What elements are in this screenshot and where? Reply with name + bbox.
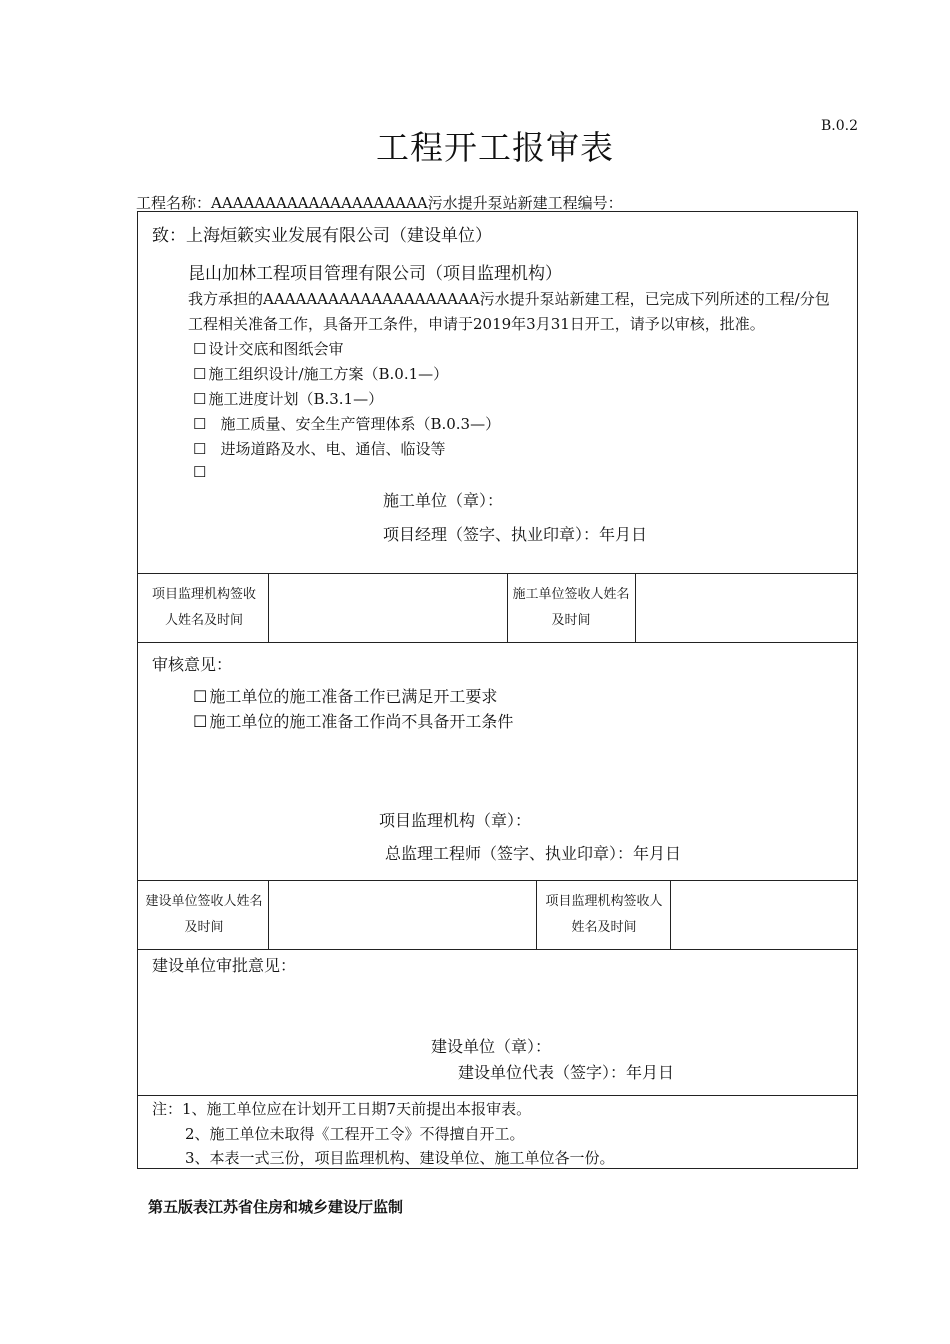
row-divider bbox=[138, 880, 857, 881]
chief-engineer-sign-label: 总监理工程师（签字、执业印章）：年月日 bbox=[385, 844, 682, 863]
contractor-receipt-field[interactable] bbox=[639, 576, 855, 639]
checkbox-item[interactable] bbox=[193, 388, 383, 409]
checkbox-label: 施工进度计划（B.3.1—） bbox=[208, 390, 384, 408]
checkbox-icon[interactable]: ☐ bbox=[193, 390, 207, 408]
checkbox-icon[interactable]: ☐ bbox=[193, 687, 208, 706]
footer-note: 第五版表江苏省住房和城乡建设厅监制 bbox=[148, 1198, 404, 1216]
owner-representative-sign-label: 建设单位代表（签字）：年月日 bbox=[458, 1063, 675, 1082]
note-line-2: 2、施工单位未取得《工程开工令》不得擅自开工。 bbox=[185, 1125, 525, 1143]
checkbox-item[interactable] bbox=[193, 413, 500, 434]
row-divider bbox=[138, 642, 857, 643]
checkbox-icon[interactable]: ☐ bbox=[193, 712, 208, 731]
checkbox-label: 施工质量、安全生产管理体系（B.0.3—） bbox=[220, 415, 501, 433]
body-text-line-1: 我方承担的AAAAAAAAAAAAAAAAAAAA污水提升泵站新建工程，已完成下列所述的工程/分包 bbox=[188, 290, 830, 308]
project-manager-sign-label: 项目经理（签字、执业印章）：年月日 bbox=[383, 525, 648, 544]
checkbox-icon[interactable]: ☐ bbox=[193, 340, 207, 358]
contractor-stamp-label: 施工单位（章）： bbox=[383, 491, 504, 510]
checkbox-icon[interactable]: ☐ bbox=[193, 415, 207, 433]
row-divider bbox=[138, 573, 857, 574]
note-line-1: 注：1、施工单位应在计划开工日期7天前提出本报审表。 bbox=[152, 1100, 532, 1118]
checkbox-item[interactable] bbox=[193, 363, 448, 384]
form-code: B.0.2 bbox=[820, 118, 858, 134]
addressee-line: 致：上海烜簌实业发展有限公司（建设单位） bbox=[152, 226, 492, 246]
page-title: 工程开工报审表 bbox=[376, 128, 614, 167]
owner-receipt-field[interactable] bbox=[272, 883, 533, 946]
supervisor-receipt-field-2[interactable] bbox=[674, 883, 855, 946]
checkbox-label: 施工组织设计/施工方案（B.0.1—） bbox=[208, 365, 449, 383]
supervisor-receipt-field[interactable] bbox=[272, 576, 504, 639]
owner-receipt-label: 建设单位签收人姓名及时间 bbox=[145, 894, 263, 935]
review-option-label: 施工单位的施工准备工作已满足开工要求 bbox=[209, 687, 498, 706]
col-divider bbox=[635, 573, 636, 642]
col-divider bbox=[670, 880, 671, 949]
review-option-label: 施工单位的施工准备工作尚不具备开工条件 bbox=[209, 712, 514, 731]
note-line-3: 3、本表一式三份，项目监理机构、建设单位、施工单位各一份。 bbox=[185, 1149, 615, 1167]
approval-heading: 建设单位审批意见： bbox=[152, 956, 297, 975]
checkbox-item[interactable] bbox=[193, 338, 343, 359]
owner-stamp-label: 建设单位（章）： bbox=[431, 1037, 552, 1056]
contractor-receipt-label: 施工单位签收人姓名及时间 bbox=[512, 587, 630, 628]
review-option[interactable] bbox=[193, 709, 513, 732]
project-name-line: 工程名称：AAAAAAAAAAAAAAAAAAAA污水提升泵站新建工程编号： bbox=[136, 194, 623, 212]
row-divider bbox=[138, 1095, 857, 1096]
checkbox-label: 设计交底和图纸会审 bbox=[208, 340, 344, 358]
supervisor-line: 昆山加林工程项目管理有限公司（项目监理机构） bbox=[188, 264, 562, 284]
checkbox-icon[interactable]: ☐ bbox=[193, 365, 207, 383]
supervisor-receipt-label: 项目监理机构签收人姓名及时间 bbox=[151, 587, 256, 628]
checkbox-icon[interactable]: ☐ bbox=[193, 440, 207, 458]
col-divider bbox=[507, 573, 508, 642]
checkbox-icon[interactable]: ☐ bbox=[193, 463, 207, 481]
review-heading: 审核意见： bbox=[152, 655, 233, 674]
form-table bbox=[137, 211, 858, 1169]
col-divider bbox=[536, 880, 537, 949]
col-divider bbox=[268, 880, 269, 949]
body-text-line-2: 工程相关准备工作，具备开工条件，申请于2019年3月31日开工，请予以审核，批准。 bbox=[188, 315, 765, 333]
review-option[interactable] bbox=[193, 684, 497, 707]
col-divider bbox=[268, 573, 269, 642]
checkbox-label: 进场道路及水、电、通信、临设等 bbox=[220, 440, 446, 458]
checkbox-item[interactable] bbox=[193, 438, 445, 459]
supervisor-stamp-label: 项目监理机构（章）： bbox=[379, 811, 532, 830]
row-divider bbox=[138, 949, 857, 950]
supervisor-receipt-label-2: 项目监理机构签收人姓名及时间 bbox=[545, 894, 663, 935]
checkbox-item[interactable] bbox=[193, 463, 208, 481]
